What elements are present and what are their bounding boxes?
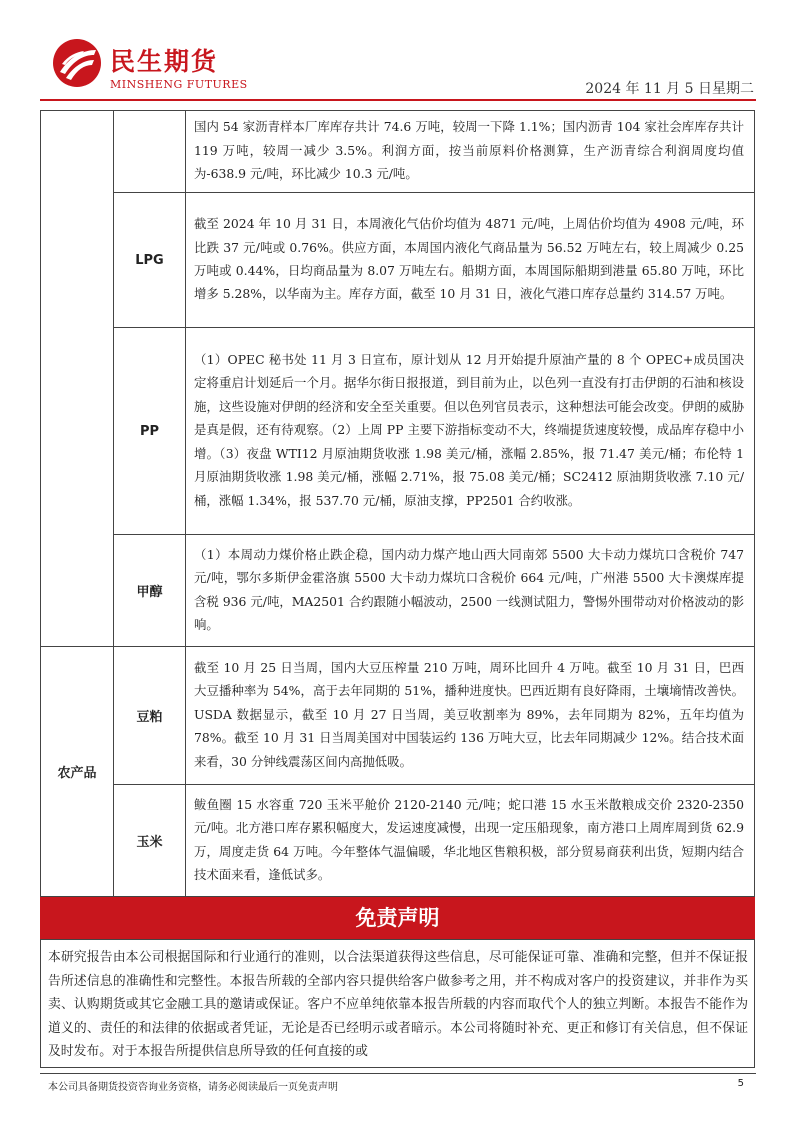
category-label-agri: 农产品: [41, 647, 114, 897]
category-cell-energy: [41, 111, 114, 647]
report-date: 2024 年 11 月 5 日星期二: [585, 81, 754, 97]
product-label-corn: 玉米: [114, 785, 186, 897]
soymeal-analysis: 截至 10 月 25 日当周，国内大豆压榨量 210 万吨，周环比回升 4 万吨。截至 10 月 31 日，巴西大豆播种率为 54%，高于去年同期的 51%，播种进度快。巴西近期有良好降雨，土壤墒情改善快。USDA 数据显示，截至 10 月 27 日当周，美豆收割率为 89%，去年同期为 82%，五年均值为 78%。截至 10 月 31 日当周美国对中国装运约 136 万吨大豆，比去年同期减少 12%。结合技术面来看，30 分钟线震荡区间内高抛低吸。: [186, 647, 755, 785]
methanol-analysis: （1）本周动力煤价格止跌企稳，国内动力煤产地山西大同南郊 5500 大卡动力煤坑口含税价 747 元/吨，鄂尔多斯伊金霍洛旗 5500 大卡动力煤坑口含税价 664 元/吨，广州港 5500 大卡澳煤库提含税 936 元/吨，MA2501 合约跟随小幅波动，2500 一线测试阻力，警惕外围带动对价格波动的影响。: [186, 535, 755, 647]
asphalt-analysis: 国内 54 家沥青样本厂库库存共计 74.6 万吨，较周一下降 1.1%；国内沥青 104 家社会库库存共计 119 万吨，较周一减少 3.5%。利润方面，按当前原料价格测算，生产沥青综合利润周度均值为-638.9 元/吨，环比减少 10.3 元/吨。: [186, 111, 755, 193]
company-name-cn: 民生期货: [110, 47, 219, 76]
header-divider: [40, 99, 756, 101]
product-label-pp: PP: [114, 328, 186, 535]
disclaimer-text: 本研究报告由本公司根据国际和行业通行的准则，以合法渠道获得这些信息，尽可能保证可靠、准确和完整，但并不保证报告所述信息的准确性和完整性。本报告所载的全部内容只提供给客户做参考之用，并不构成对客户的投资建议，并非作为买卖、认购期货或其它金融工具的邀请或保证。客户不应单纯依靠本报告所载的内容而取代个人的独立判断。本报告不能作为道义的、责任的和法律的依据或者凭证，无论是否已经明示或者暗示。本公司将随时补充、更正和修订有关信息，但不保证及时发布。对于本报告所提供信息所导致的任何直接的或: [48, 950, 748, 1060]
table-row-methanol: [41, 535, 755, 647]
page-number: 5: [737, 1078, 744, 1089]
footer-divider: [40, 1073, 756, 1074]
product-label-methanol: 甲醇: [114, 535, 186, 647]
footer-note: 本公司具备期货投资咨询业务资格，请务必阅读最后一页免责声明: [48, 1082, 338, 1093]
table-row-asphalt: [41, 111, 755, 193]
page-header: [40, 28, 756, 100]
minsheng-logo-icon: [52, 38, 102, 88]
commodity-table: [40, 110, 755, 897]
disclaimer-title: 免责声明: [40, 897, 755, 939]
table-row-soymeal: [41, 647, 755, 785]
product-label-lpg: LPG: [114, 193, 186, 328]
company-name-en: MINSHENG FUTURES: [110, 78, 248, 91]
disclaimer-box: [40, 939, 755, 1068]
table-row-corn: [41, 785, 755, 897]
pp-analysis: （1）OPEC 秘书处 11 月 3 日宣布，原计划从 12 月开始提升原油产量的 8 个 OPEC+成员国决定将重启计划延后一个月。据华尔街日报报道，到目前为止，以色列一直没有打击伊朗的石油和核设施，这些设施对伊朗的经济和安全至关重要。但以色列官员表示，这种想法可能会改变。伊朗的威胁是真是假，还有待观察。（2）上周 PP 主要下游指标变动不大，终端提货速度较慢，成品库存稳中小增。（3）夜盘 WTI12 月原油期货收涨 1.98 美元/桶，涨幅 2.85%，报 71.47 美元/桶；布伦特 1 月原油期货收涨 1.98 美元/桶，涨幅 2.71%，报 75.08 美元/桶；SC2412 原油期货收涨 7.10 元/桶，涨幅 1.34%，报 537.70 元/桶，原油支撑，PP2501 合约收涨。: [186, 328, 755, 535]
product-label-soymeal: 豆粕: [114, 647, 186, 785]
table-row-lpg: [41, 193, 755, 328]
table-row-pp: [41, 328, 755, 535]
product-cell-asphalt: [114, 111, 186, 193]
lpg-analysis: 截至 2024 年 10 月 31 日，本周液化气估价均值为 4871 元/吨，上周估价均值为 4908 元/吨，环比跌 37 元/吨或 0.76%。供应方面，本周国内液化气商品量为 56.52 万吨左右，较上周减少 0.25 万吨或 0.44%，日均商品量为 8.07 万吨左右。船期方面，本周国际船期到港量 65.80 万吨，环比增多 5.28%，以华南为主。库存方面，截至 10 月 31 日，液化气港口库存总量约 314.57 万吨。: [186, 193, 755, 328]
corn-analysis: 鲅鱼圈 15 水容重 720 玉米平舱价 2120-2140 元/吨；蛇口港 15 水玉米散粮成交价 2320-2350 元/吨。北方港口库存累积幅度大，发运速度减慢，出现一定压船现象，南方港口上周库周到货 62.9 万，周度走货 64 万吨。今年整体气温偏暖，华北地区售粮积极，部分贸易商获利出货，短期内结合技术面来看，逢低试多。: [186, 785, 755, 897]
